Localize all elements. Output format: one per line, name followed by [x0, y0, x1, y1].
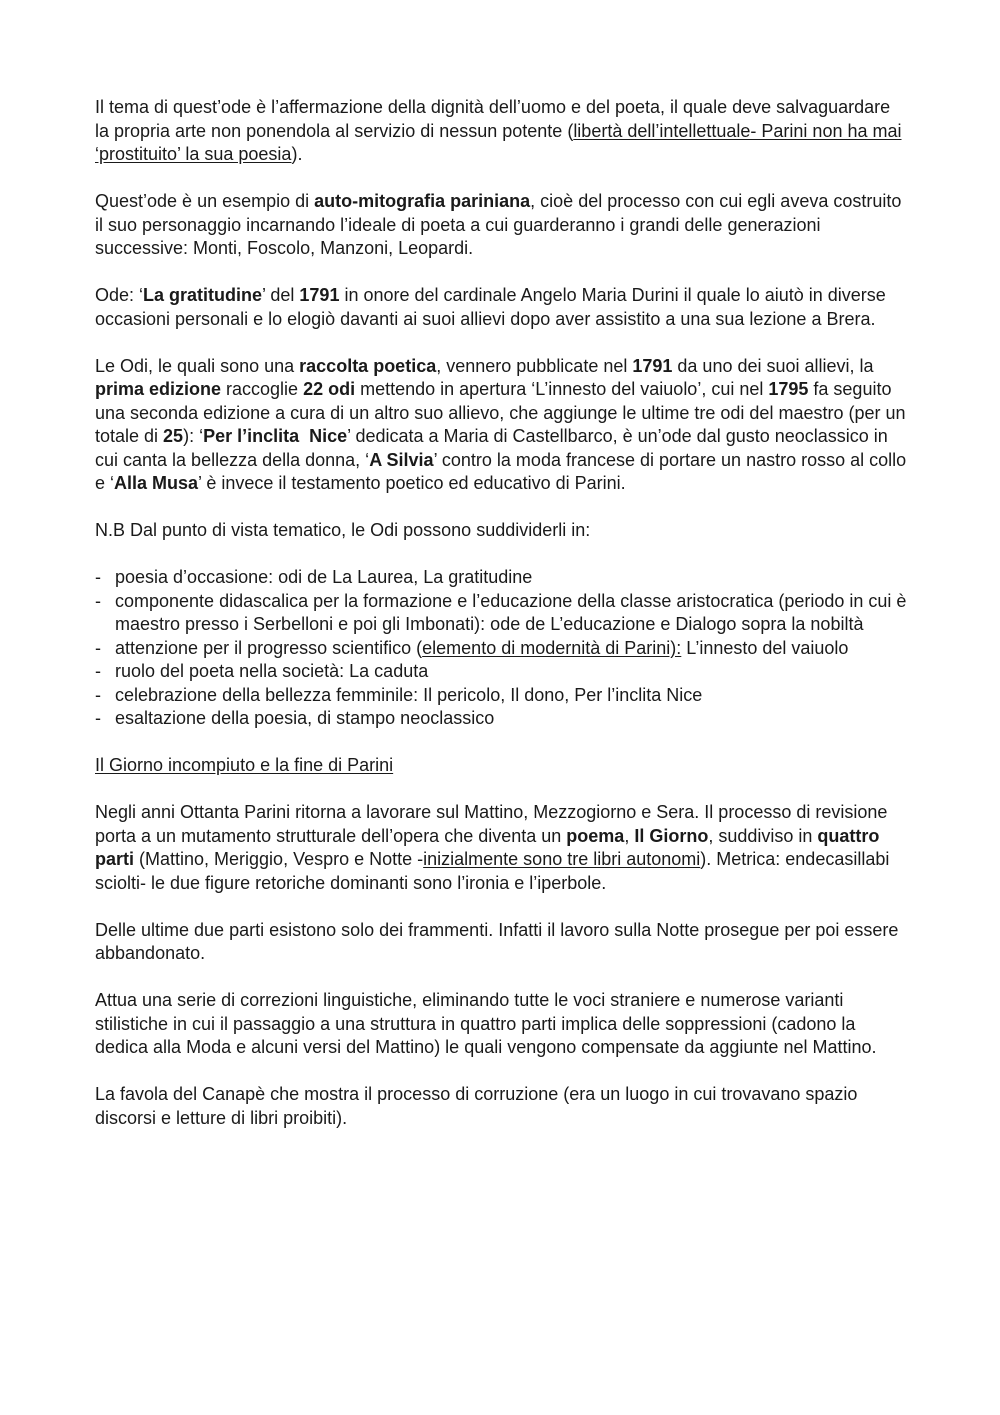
paragraph-auto-mitografia — [95, 190, 907, 261]
text-run: ’ del — [262, 285, 300, 305]
text-run: Negli anni Ottanta Parini ritorna a lavorare sul Mattino, Mezzogiorno e Sera. Il processo di revisione porta a un mutamento strutturale dell’opera che diventa un — [95, 802, 888, 846]
bold-term: Per l’inclita Nice — [203, 426, 348, 446]
list-item-text: esaltazione della poesia, di stampo neoclassico — [115, 708, 495, 728]
text-run: , vennero pubblicate nel — [436, 355, 633, 376]
paragraph-tema-ode — [95, 96, 907, 167]
list-item — [95, 660, 907, 684]
text-run: da uno dei suoi allievi, la — [672, 355, 874, 376]
paragraph-la-gratitudine — [95, 284, 907, 331]
dash-bullet: - — [95, 637, 101, 658]
list-item-text: attenzione per il progresso scientifico ( — [115, 637, 423, 658]
section-heading — [95, 754, 907, 778]
bold-term: A Silvia — [369, 449, 434, 470]
underlined-text: elemento di modernità di Parini): — [422, 637, 682, 658]
text-run: ): ‘ — [183, 426, 204, 446]
text-run: , — [624, 825, 635, 846]
text-run: raccoglie — [221, 379, 304, 399]
list-item-text: L’innesto del vaiuolo — [681, 637, 849, 658]
paragraph-nb: N.B Dal punto di vista tematico, le Odi possono suddividerli in: — [95, 520, 591, 540]
text-run: Le Odi, le quali sono una — [95, 355, 300, 376]
text-run: , suddiviso in — [708, 825, 818, 846]
text-run: ’ dedicata a Maria di Castellbarco, è un’ode dal gusto neoclassico in cui canta la bellezza della donna, ‘ — [95, 426, 888, 470]
dash-bullet: - — [95, 684, 101, 705]
document-body — [95, 96, 907, 1154]
list-item-text: celebrazione della bellezza femminile: Il pericolo, Il dono, Per l’inclita Nice — [115, 684, 703, 705]
bold-term: Il Giorno — [634, 825, 709, 846]
bold-term: quattro parti — [95, 825, 880, 869]
bold-term: auto-mitografia pariniana — [314, 191, 531, 211]
themes-list — [95, 566, 907, 731]
bold-term: 1791 — [299, 285, 340, 305]
list-item-text: componente didascalica per la formazione e l’educazione della classe aristocratica (periodo in cui è maestro presso i Serbelloni e poi gli Imbonati): ode de L’educazione e Dialogo sopra la nobiltà — [115, 590, 907, 634]
bold-term: poema — [566, 825, 625, 846]
text-run: , cioè del processo con cui egli aveva costruito il suo personaggio incarnando l’ideale di poeta a cui guarderanno i grandi delle generazioni successive: Monti, Foscolo, Manzoni, Leopardi. — [95, 191, 902, 258]
bold-term: Alla Musa — [114, 473, 199, 493]
dash-bullet: - — [95, 708, 101, 728]
paragraph-frammenti: Delle ultime due parti esistono solo dei frammenti. Infatti il lavoro sulla Notte prosegue per poi essere abbandonato. — [95, 919, 899, 963]
text-run: Ode: ‘ — [95, 285, 144, 305]
list-item — [95, 637, 907, 661]
underlined-text: libertà dell’intellettuale- Parini non ha mai ‘prostituito’ la sua poesia — [95, 120, 902, 164]
dash-bullet: - — [95, 590, 101, 611]
paragraph-il-giorno — [95, 801, 907, 895]
list-item-text: poesia d’occasione: odi de La Laurea, La gratitudine — [115, 567, 533, 587]
text-run: ). Metrica: endecasillabi sciolti- le due figure retoriche dominanti sono l’ironia e l’iperbole. — [95, 849, 890, 893]
list-item — [95, 707, 907, 731]
bold-term: La gratitudine — [143, 285, 263, 305]
list-item — [95, 590, 907, 637]
paragraph-canape: La favola del Canapè che mostra il processo di corruzione (era un luogo in cui trovavano spazio discorsi e letture di libri proibiti). — [95, 1084, 858, 1128]
bold-term: prima edizione — [95, 379, 222, 399]
bold-term: 25 — [163, 426, 184, 446]
text-run: (Mattino, Meriggio, Vespro e Notte - — [134, 849, 424, 869]
paragraph-le-odi — [95, 355, 907, 496]
dash-bullet: - — [95, 567, 101, 587]
list-item — [95, 566, 907, 590]
bold-term: 1795 — [768, 379, 809, 399]
text-run: in onore del cardinale Angelo Maria Durini il quale lo aiutò in diverse occasioni personali e lo elogiò davanti ai suoi allievi dopo aver assistito a una sua lezione a Brera. — [95, 285, 886, 329]
text-run: ’ contro la moda francese di portare un nastro rosso al collo e ‘ — [95, 449, 907, 493]
text-run: ’ è invece il testamento poetico ed educativo di Parini. — [198, 473, 626, 493]
bold-term: raccolta poetica — [299, 355, 437, 376]
text-run: Il tema di quest’ode è l’affermazione della dignità dell’uomo e del poeta, il quale deve salvaguardare la propria arte non ponendola al servizio di nessun potente ( — [95, 97, 891, 141]
text-run: mettendo in apertura ‘L’innesto del vaiuolo’, cui nel — [355, 379, 769, 399]
list-item — [95, 684, 907, 708]
dash-bullet: - — [95, 661, 101, 681]
underlined-text: inizialmente sono tre libri autonomi — [423, 849, 701, 869]
section-heading-text: Il Giorno incompiuto e la fine di Parini — [95, 755, 394, 775]
text-run: ). — [291, 144, 303, 164]
bold-term: 1791 — [632, 355, 673, 376]
bold-term: 22 odi — [303, 379, 356, 399]
text-run: Quest’ode è un esempio di — [95, 191, 315, 211]
list-item-text: ruolo del poeta nella società: La caduta — [115, 661, 429, 681]
paragraph-correzioni: Attua una serie di correzioni linguistiche, eliminando tutte le voci straniere e numerose varianti stilistiche in cui il passaggio a una struttura in quattro parti implica delle soppressioni (cadono la dedica alla Moda e alcuni versi del Mattino) le quali vengono compensate da aggiunte nel Mattino. — [95, 990, 877, 1057]
text-run: fa seguito una seconda edizione a cura di un altro suo allievo, che aggiunge le ultime tre odi del maestro (per un totale di — [95, 379, 906, 446]
